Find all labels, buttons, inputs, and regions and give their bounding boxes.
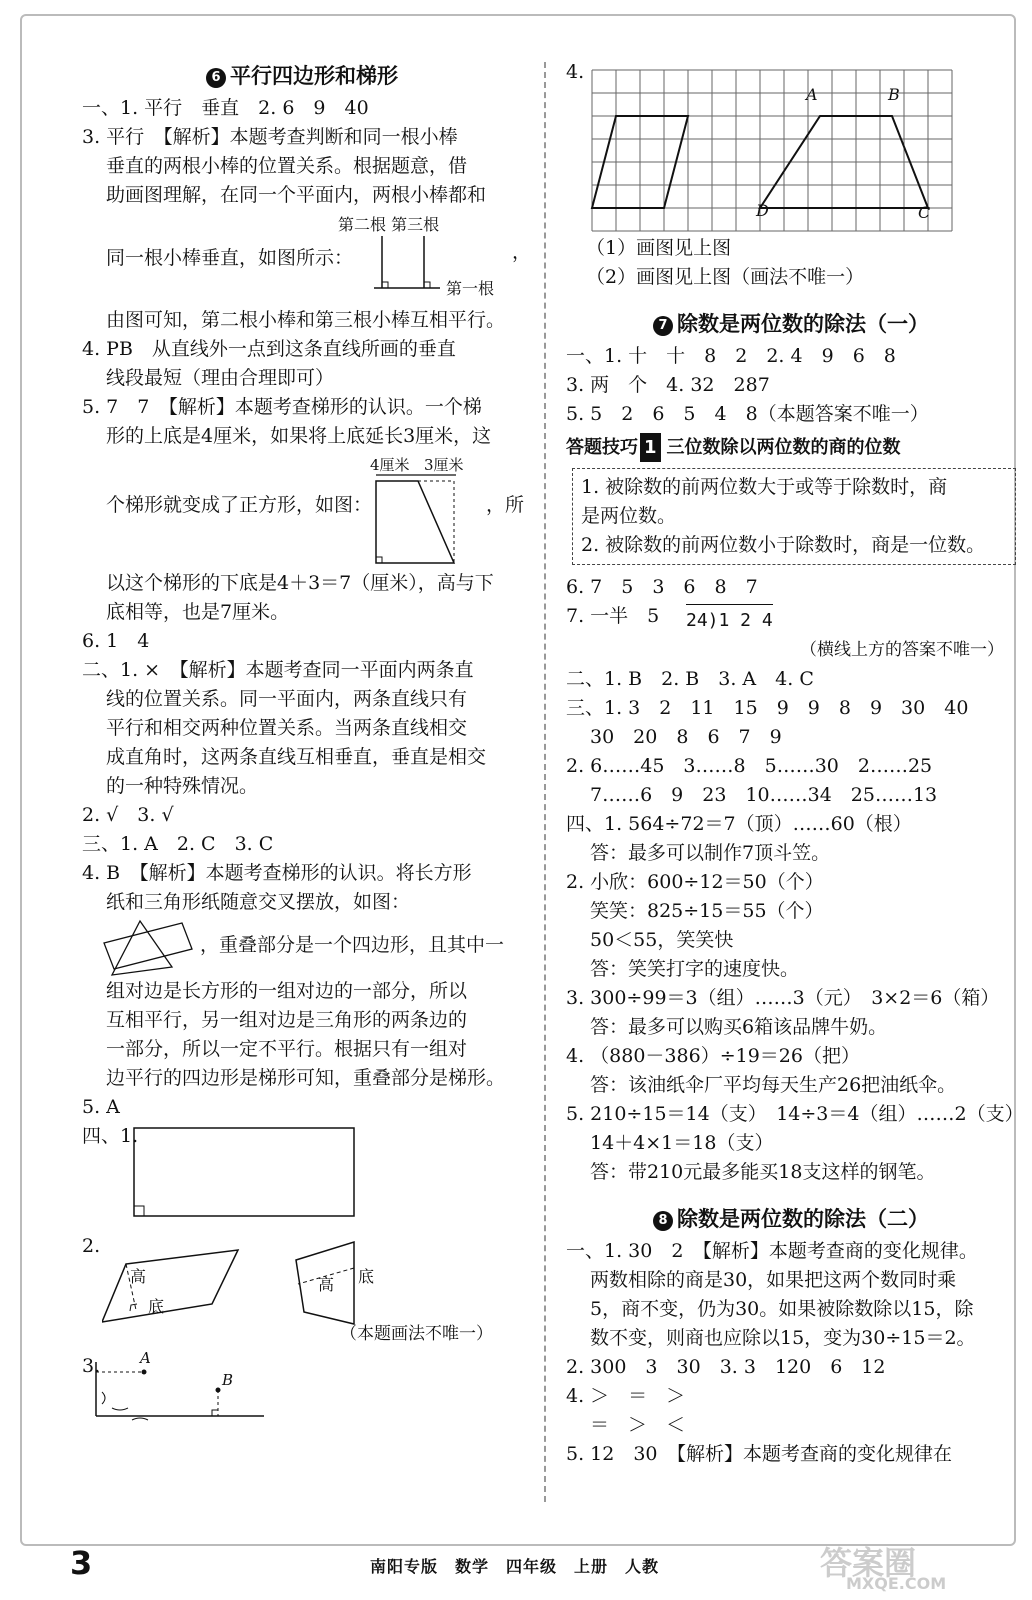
answer-line: 三、1. 3 2 11 15 9 9 8 9 30 40 xyxy=(566,697,969,719)
right-column xyxy=(566,58,1024,1469)
answer-line: 一、1. 平行 垂直 2. 6 9 40 xyxy=(82,97,369,119)
figure-label: 第一根 xyxy=(446,279,495,298)
note: （横线上方的答案不唯一） xyxy=(800,640,1004,660)
answer-text: 7. 一半 5 xyxy=(566,605,660,627)
answer-line: 两数相除的商是30，如果把这两个数同时乘 xyxy=(590,1269,957,1291)
answer-line: 2. √ 3. √ xyxy=(82,804,174,826)
height-label: 高 xyxy=(130,1267,147,1286)
answer-line: 30 20 8 6 7 9 xyxy=(590,726,782,748)
answer-line-with-figure xyxy=(82,917,522,977)
answer-line-with-figure xyxy=(82,1232,522,1352)
question-number: 4. xyxy=(566,61,585,83)
answer-line: 5. A xyxy=(82,1096,120,1118)
answer-line-with-grid xyxy=(566,58,1016,234)
answer-line: 线段最短（理由合理即可） xyxy=(106,367,335,389)
answer-text: 个梯形就变成了正方形，如图： xyxy=(106,494,373,516)
point-label-a: A xyxy=(140,1349,151,1367)
answer-line: 6. 7 5 3 6 8 7 xyxy=(566,576,758,598)
answer-line: 组对边是长方形的一组对边的一部分，所以 xyxy=(106,980,468,1002)
answer-line: 答：最多可以制作7顶斗笠。 xyxy=(590,842,831,864)
distance-figure xyxy=(92,1352,268,1428)
page-number: 3 xyxy=(70,1544,93,1582)
answer-line: 垂直的两根小棒的位置关系。根据题意，借 xyxy=(106,155,468,177)
section-title-7 xyxy=(566,306,1016,342)
answer-line: 以这个梯形的下底是4＋3＝7（厘米），高与下 xyxy=(106,572,494,594)
section-title-text: 除数是两位数的除法（一） xyxy=(677,312,929,336)
tip-line: 是两位数。 xyxy=(581,505,677,527)
left-column xyxy=(82,58,532,1428)
answer-line: 6. 1 4 xyxy=(82,630,150,652)
question-number: 2. xyxy=(82,1235,101,1257)
answer-line: 答：最多可以购买6箱该品牌牛奶。 xyxy=(590,1016,888,1038)
page-footer xyxy=(0,1544,1032,1593)
section-title-text: 平行四边形和梯形 xyxy=(230,64,398,88)
watermark-logo: 答案圈 xyxy=(820,1544,917,1582)
point-label-d: D xyxy=(756,201,769,220)
figure-label: 第二根 第三根 xyxy=(338,215,440,234)
answer-line: 由图可知，第二根小棒和第三根小棒互相平行。 xyxy=(106,309,506,331)
answer-line-with-figure xyxy=(82,1349,522,1428)
answer-line: （1）画图见上图 xyxy=(586,237,732,259)
answer-line: 一、1. 30 2 【解析】本题考查商的变化规律。 xyxy=(566,1240,978,1262)
tip-number: 1 xyxy=(640,433,661,462)
answer-line: 3. 平行 【解析】本题考查判断和同一根小棒 xyxy=(82,126,458,148)
section-title-text: 除数是两位数的除法（二） xyxy=(677,1207,929,1231)
section-number-badge: 6 xyxy=(206,68,226,88)
section-title-8 xyxy=(566,1201,1016,1237)
section-number-badge: 7 xyxy=(653,316,673,336)
answer-line: （2）画图见上图（画法不唯一） xyxy=(586,266,865,288)
answer-line: 一部分，所以一定不平行。根据只有一组对 xyxy=(106,1038,468,1060)
comma: ， xyxy=(512,241,532,263)
trapezoid-square-figure xyxy=(372,471,472,565)
answer-line: 5. 12 30 【解析】本题考查商的变化规律在 xyxy=(566,1443,953,1465)
answer-line: 数不变，则商也应除以15，变为30÷15＝2。 xyxy=(590,1327,976,1349)
answer-text: 同一根小棒垂直，如图所示： xyxy=(106,247,354,269)
tip-label: 答题技巧 xyxy=(566,437,638,458)
answer-line: ＝ ＞ ＜ xyxy=(590,1414,686,1436)
answer-line: 5，商不变，仍为30。如果被除数除以15，除 xyxy=(590,1298,974,1320)
answer-line: 形的上底是4厘米，如果将上底延长3厘米，这 xyxy=(106,425,492,447)
answer-line: 三、1. A 2. C 3. C xyxy=(82,833,274,855)
column-divider xyxy=(544,62,546,1502)
base-label: 底 xyxy=(148,1297,165,1316)
question-number: 3. xyxy=(82,1355,101,1377)
section-number-badge: 8 xyxy=(653,1211,673,1231)
answer-line: 2. 300 3 30 3. 3 120 6 12 xyxy=(566,1356,886,1378)
grid-figure xyxy=(590,68,960,232)
tip-title: 三位数除以两位数的商的位数 xyxy=(666,437,901,458)
answer-line-with-figure xyxy=(82,1122,522,1232)
answer-line: 二、1. B 2. B 3. A 4. C xyxy=(566,668,814,690)
answer-line: 2. 小欣：600÷12＝50（个） xyxy=(566,871,824,893)
answer-line: 4. （880－386）÷19＝26（把） xyxy=(566,1045,860,1067)
height-label: 高 xyxy=(318,1275,335,1294)
answer-line: 答：带210元最多能买18支这样的钢笔。 xyxy=(590,1161,936,1183)
answer-line: 底相等，也是7厘米。 xyxy=(106,601,290,623)
answer-line: 互相平行，另一组对边是三角形的两条边的 xyxy=(106,1009,468,1031)
answer-line: 4. ＞ ＝ ＞ xyxy=(566,1385,686,1407)
answer-line: 边平行的四边形是梯形可知，重叠部分是梯形。 xyxy=(106,1067,506,1089)
answer-line: 7……6 9 23 10……34 25……13 xyxy=(590,784,938,806)
answer-line: 5. 5 2 6 5 4 8（本题答案不唯一） xyxy=(566,403,929,425)
parallelogram-figure xyxy=(102,1246,242,1338)
answer-line-with-division xyxy=(566,602,1016,636)
answer-line: 四、1. 564÷72＝7（顶）……60（根） xyxy=(566,813,912,835)
answer-line: 的一种特殊情况。 xyxy=(106,775,259,797)
answer-line: 答：笑笑打字的速度快。 xyxy=(590,958,800,980)
answer-line: 笑笑：825÷15＝55（个） xyxy=(590,900,824,922)
overlap-figure xyxy=(100,919,196,977)
answer-line: 5. 210÷15＝14（支） 14÷3＝4（组）……2（支） xyxy=(566,1103,1024,1125)
point-label-b: B xyxy=(888,85,900,104)
watermark-url: MXQE.COM xyxy=(846,1574,947,1593)
point-label-a: A xyxy=(806,85,818,104)
figure-label: 4厘米 xyxy=(370,456,410,474)
answer-line: 线的位置关系。同一平面内，两条直线只有 xyxy=(106,688,468,710)
point-label-c: C xyxy=(918,203,931,222)
rectangle-figure xyxy=(132,1126,358,1220)
answer-line: 平行和相交两种位置关系。当两条直线相交 xyxy=(106,717,468,739)
tip-line: 1. 被除数的前两位数大于或等于除数时，商 xyxy=(581,476,948,498)
note: （本题画法不唯一） xyxy=(340,1324,493,1344)
answer-line: 3. 300÷99＝3（组）……3（元） 3×2＝6（箱） xyxy=(566,987,1000,1009)
answer-line: 5. 7 7 【解析】本题考查梯形的认识。一个梯 xyxy=(82,396,482,418)
tip-header xyxy=(566,433,1016,462)
answer-text: ，重叠部分是一个四边形，且其中一 xyxy=(200,934,505,956)
base-label: 底 xyxy=(358,1267,375,1286)
question-number: 四、1. xyxy=(82,1125,139,1147)
answer-text: ，所 xyxy=(486,494,525,516)
section-title-6 xyxy=(82,58,522,94)
answer-line-with-figure xyxy=(82,210,532,306)
answer-line: 2. 6……45 3……8 5……30 2……25 xyxy=(566,755,933,777)
answer-line: 二、1. × 【解析】本题考查同一平面内两条直 xyxy=(82,659,474,681)
answer-line-with-figure xyxy=(82,451,525,569)
answer-line: 一、1. 十 十 8 2 2. 4 9 6 8 xyxy=(566,345,896,367)
tip-line: 2. 被除数的前两位数小于除数时，商是一位数。 xyxy=(581,534,986,556)
point-label-b: B xyxy=(222,1371,234,1389)
book-info: 南阳专版 数学 四年级 上册 人教 xyxy=(370,1557,660,1576)
answer-line: 纸和三角形纸随意交叉摆放，如图： xyxy=(106,891,411,913)
answer-line: 助画图理解，在同一个平面内，两根小棒都和 xyxy=(106,184,487,206)
answer-line: 4. PB 从直线外一点到这条直线所画的垂直 xyxy=(82,338,456,360)
answer-line: 成直角时，这两条直线互相垂直，垂直是相交 xyxy=(106,746,487,768)
answer-line: 3. 两 个 4. 32 287 xyxy=(566,374,770,396)
answer-line: 50＜55，笑笑快 xyxy=(590,929,734,951)
figure-label: 3厘米 xyxy=(424,456,464,474)
perpendicular-sticks-figure xyxy=(372,234,442,296)
long-division: 24)1 2 4 xyxy=(686,604,773,635)
answer-line: 4. B 【解析】本题考查梯形的认识。将长方形 xyxy=(82,862,472,884)
answer-line: 14＋4×1＝18（支） xyxy=(590,1132,774,1154)
answer-line: 答：该油纸伞厂平均每天生产26把油纸伞。 xyxy=(590,1074,957,1096)
tip-box xyxy=(572,468,1016,565)
